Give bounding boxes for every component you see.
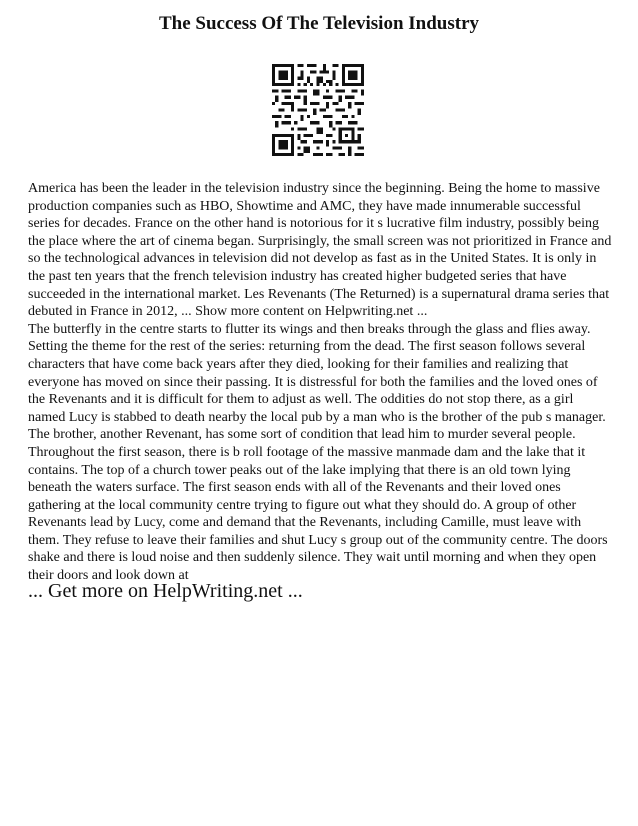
paragraph-intro: America has been the leader in the television industry since the beginning. Being the home to massive production companies such as HBO, Showtime and AMC, they have made innumerable successful series for decades. France on the other hand is notorious for it s lucrative film industry, possibly being the place where the art of cinema began. Surprisingly, the small screen was not prioritized in France and so the technological advances in television did not develop as fast as in the United States. It is only in the past ten years that the french television industry has created higher budgeted series that have succeeded in the international market. Les Revenants (The Returned) is a supernatural drama series that debuted in France in 2012, ... Show more content on Helpwriting.net ... xyxy=(28,181,612,320)
page-title: The Success Of The Television Industry xyxy=(158,13,480,34)
get-more-link[interactable]: ... Get more on HelpWriting.net ... xyxy=(28,580,303,602)
paragraph-continued: The butterfly in the centre starts to flutter its wings and then breaks through the glass and flies away. Setting the theme for the rest of the series: returning from the dead. The first season follows several characters that have come back years after they died, looking for their families and realizing that everyone has moved on since their passing. It is distressful for both the families and the loved ones of the Revenants and it is difficult for them to adjust as well. The oddities do not stop there, as a girl named Lucy is stabbed to death nearby the local pub by a man who is the brother of the pub s manager. The brother, another Revenant, has some sort of condition that lead him to murder several people. Throughout the first season, there is b roll footage of the massive manmade dam and the lake that it contains. The top of a church tower peaks out of the lake implying that there is an old town lying beneath the waters surface. The first season ends with all of the Revenants and their loved ones gathering at the local community centre trying to figure out what they should do. A group of other Revenants lead by Lucy, come and demand that the Revenants, including Camille, must leave with them. They refuse to leave their families and shut Lucy s group out of the community centre. The doors shake and there is loud noise and then suddenly silence. They wait until morning and when they open their doors and look down at xyxy=(28,321,608,584)
article-body xyxy=(28,180,614,585)
qr-code-icon xyxy=(272,64,364,156)
